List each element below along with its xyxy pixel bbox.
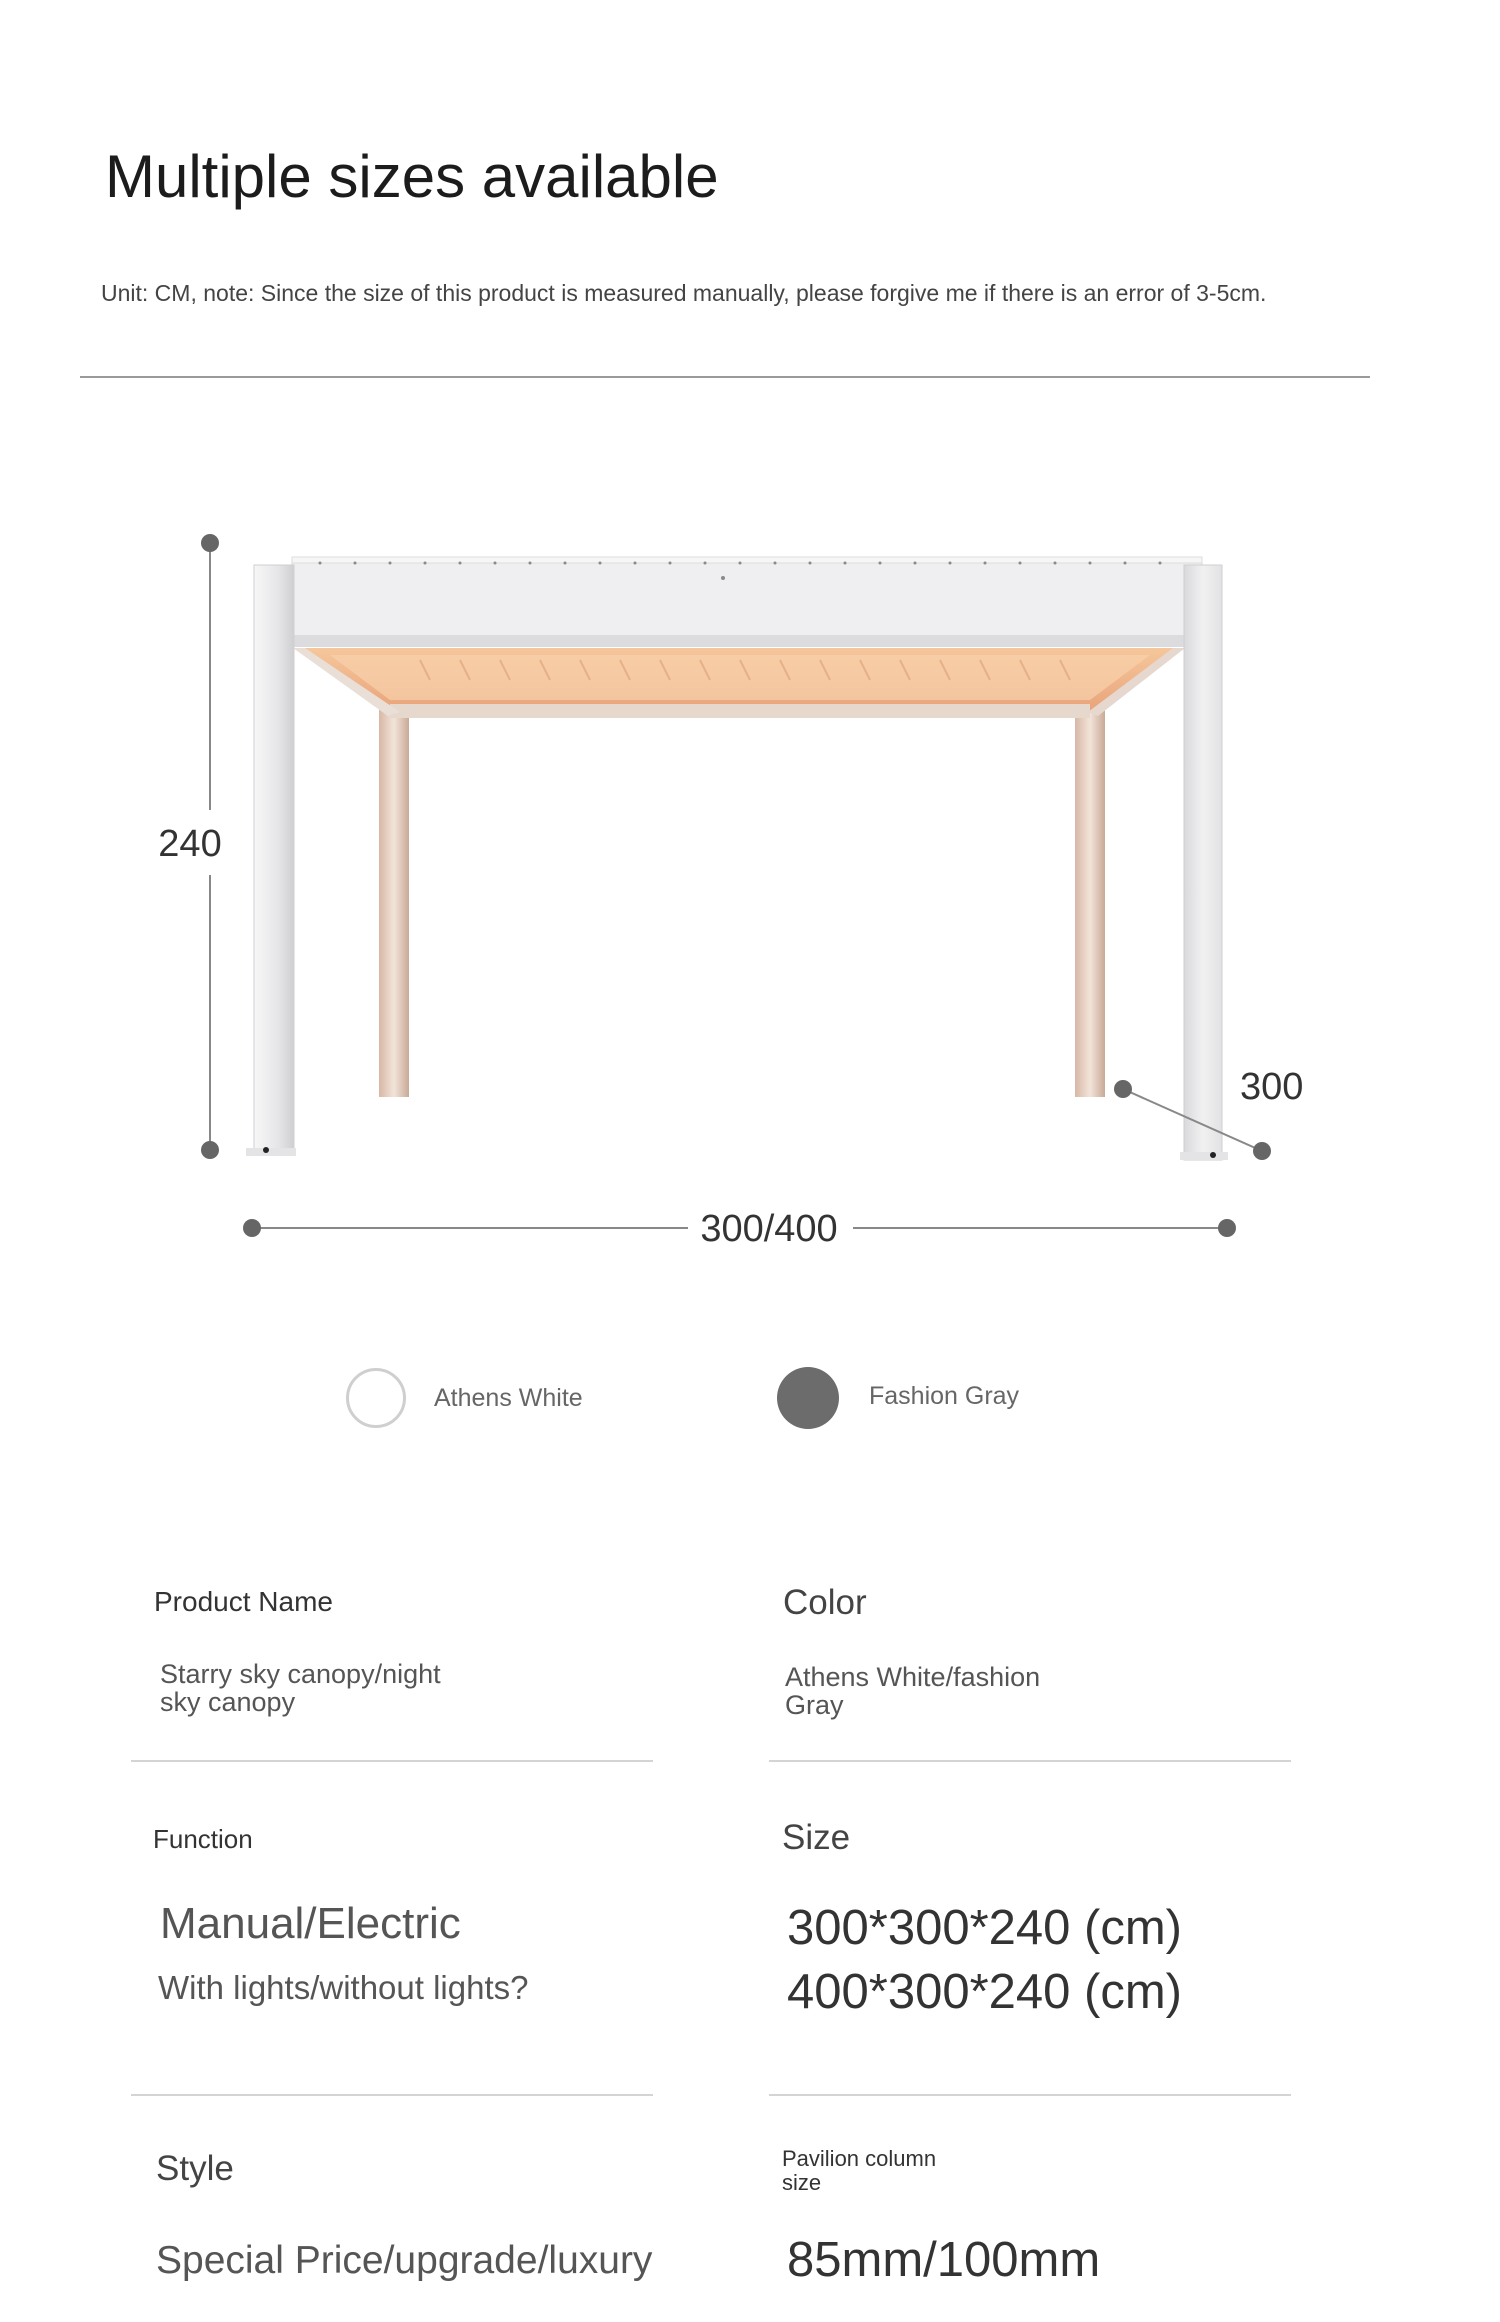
spec-label-function: Function (153, 1824, 253, 1854)
spec-value-function-mode: Manual/Electric (160, 1899, 461, 1948)
divider (131, 1760, 653, 1762)
color-label-fashion-gray: Fashion Gray (869, 1382, 1020, 1410)
divider (769, 1760, 1291, 1762)
divider (131, 2094, 653, 2096)
top-beam-edge (292, 635, 1185, 647)
height-dimension-dot (201, 1141, 219, 1159)
depth-dimension-dot (1253, 1142, 1271, 1160)
spec-value-product-name: Starry sky canopy/night sky canopy (160, 1659, 441, 1717)
width-dimension-dot (243, 1219, 261, 1237)
unit-note: Unit: CM, note: Since the size of this product is measured manually, please forgive me if there is an error of 3-5cm. (101, 280, 1267, 306)
spec-value-size: 300*300*240 (cm) 400*300*240 (cm) (787, 1901, 1182, 2019)
width-label: 300/400 (700, 1208, 838, 1250)
top-beam (292, 562, 1202, 640)
height-dimension-dot (201, 534, 219, 552)
post-foot (1180, 1152, 1228, 1160)
spec-label-color: Color (783, 1583, 867, 1622)
back-post (379, 705, 409, 1097)
divider (80, 376, 1370, 378)
front-post (1184, 565, 1222, 1160)
width-dimension-dot (1218, 1219, 1236, 1237)
back-post (1075, 705, 1105, 1097)
spec-value-style: Special Price/upgrade/luxury (156, 2239, 653, 2282)
color-swatch-athens-white[interactable] (346, 1368, 406, 1428)
color-label-athens-white: Athens White (434, 1384, 583, 1412)
height-label: 240 (158, 823, 222, 865)
color-swatch-fashion-gray[interactable] (777, 1367, 839, 1429)
spec-label-product-name: Product Name (154, 1586, 333, 1617)
spec-label-column-size: Pavilion column size (782, 2146, 937, 2195)
depth-label: 300 (1240, 1066, 1304, 1108)
spec-value-function-lights: With lights/without lights? (158, 1969, 529, 2006)
front-post (254, 565, 294, 1155)
spec-value-column-size: 85mm/100mm (787, 2233, 1101, 2287)
pergola-dimension-diagram (0, 480, 1500, 1280)
back-beam (390, 704, 1090, 718)
spec-label-style: Style (156, 2149, 234, 2188)
spec-label-size: Size (782, 1818, 851, 1857)
post-foot (246, 1148, 296, 1156)
divider (769, 2094, 1291, 2096)
roof-rail (292, 557, 1202, 563)
spec-value-color: Athens White/fashion Gray (785, 1662, 1041, 1720)
page-title: Multiple sizes available (105, 143, 719, 210)
depth-dimension-dot (1114, 1080, 1132, 1098)
